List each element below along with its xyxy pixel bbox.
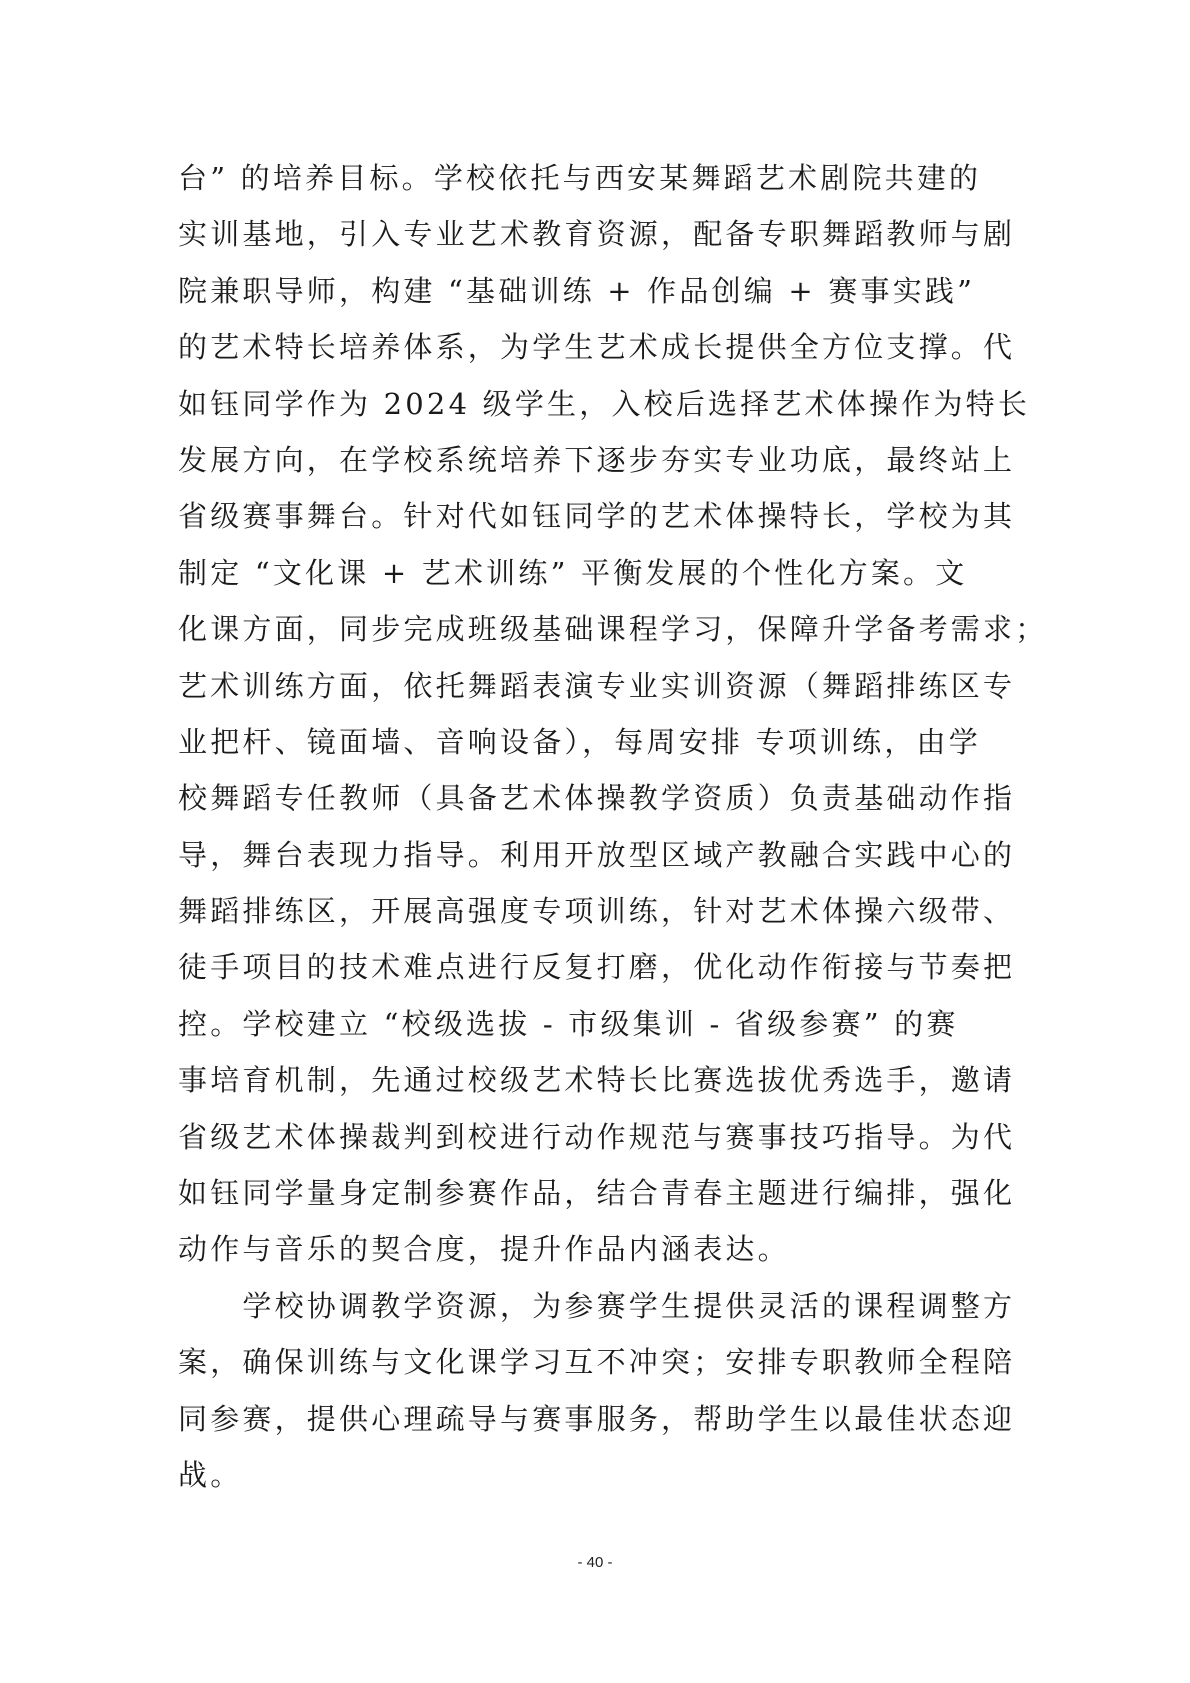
text-line: 台” 的培养目标。学校依托与西安某舞蹈艺术剧院共建的 <box>178 161 982 195</box>
text-line: 省级赛事舞台。针对代如钰同学的艺术体操特长，学校为其 <box>178 499 1016 534</box>
body-text <box>178 150 1048 1503</box>
text-line: 学校协调教学资源，为参赛学生提供灵活的课程调整方 <box>178 1288 1016 1323</box>
text-line: 案，确保训练与文化课学习互不冲突；安排专职教师全程陪 <box>178 1345 1016 1380</box>
text-line: 导，舞台表现力指导。利用开放型区域产教融合实践中心的 <box>178 837 1016 872</box>
text-line: 业把杆、镜面墙、音响设备），每周安排 专项训练，由学 <box>178 724 981 759</box>
text-line: 实训基地，引入专业艺术教育资源，配备专职舞蹈教师与剧 <box>178 217 1016 252</box>
text-line: 事培育机制，先通过校级艺术特长比赛选拔优秀选手，邀请 <box>178 1063 1016 1098</box>
text-line: 发展方向，在学校系统培养下逐步夯实专业功底，最终站上 <box>178 442 1016 477</box>
text-line: 省级艺术体操裁判到校进行动作规范与赛事技巧指导。为代 <box>178 1119 1016 1154</box>
page-number: - 40 - <box>577 1554 613 1571</box>
text-line: 制定 “文化课 + 艺术训练” 平衡发展的个性化方案。文 <box>178 555 968 590</box>
text-line: 化课方面，同步完成班级基础课程学习，保障升学备考需求； <box>178 612 1048 647</box>
text-line: 院兼职导师，构建 “基础训练 + 作品创编 + 赛事实践” <box>178 273 976 308</box>
text-line: 控。学校建立 “校级选拔 - 市级集训 - 省级参赛” 的赛 <box>178 1006 959 1041</box>
text-line: 战。 <box>178 1457 243 1492</box>
text-line: 如钰同学量身定制参赛作品，结合青春主题进行编排，强化 <box>178 1176 1016 1211</box>
text-line: 同参赛，提供心理疏导与赛事服务，帮助学生以最佳状态迎 <box>178 1401 1016 1436</box>
text-line: 的艺术特长培养体系，为学生艺术成长提供全方位支撑。代 <box>178 330 1016 365</box>
text-line: 校舞蹈专任教师（具备艺术体操教学资质）负责基础动作指 <box>178 781 1016 816</box>
text-line: 艺术训练方面，依托舞蹈表演专业实训资源（舞蹈排练区专 <box>178 668 1016 703</box>
text-line: 如钰同学作为 2024 级学生，入校后选择艺术体操作为特长 <box>178 386 1031 421</box>
text-line: 舞蹈排练区，开展高强度专项训练，针对艺术体操六级带、 <box>178 894 1016 929</box>
text-line: 动作与音乐的契合度，提升作品内涵表达。 <box>178 1232 790 1267</box>
text-line: 徒手项目的技术难点进行反复打磨，优化动作衔接与节奏把 <box>178 950 1016 985</box>
